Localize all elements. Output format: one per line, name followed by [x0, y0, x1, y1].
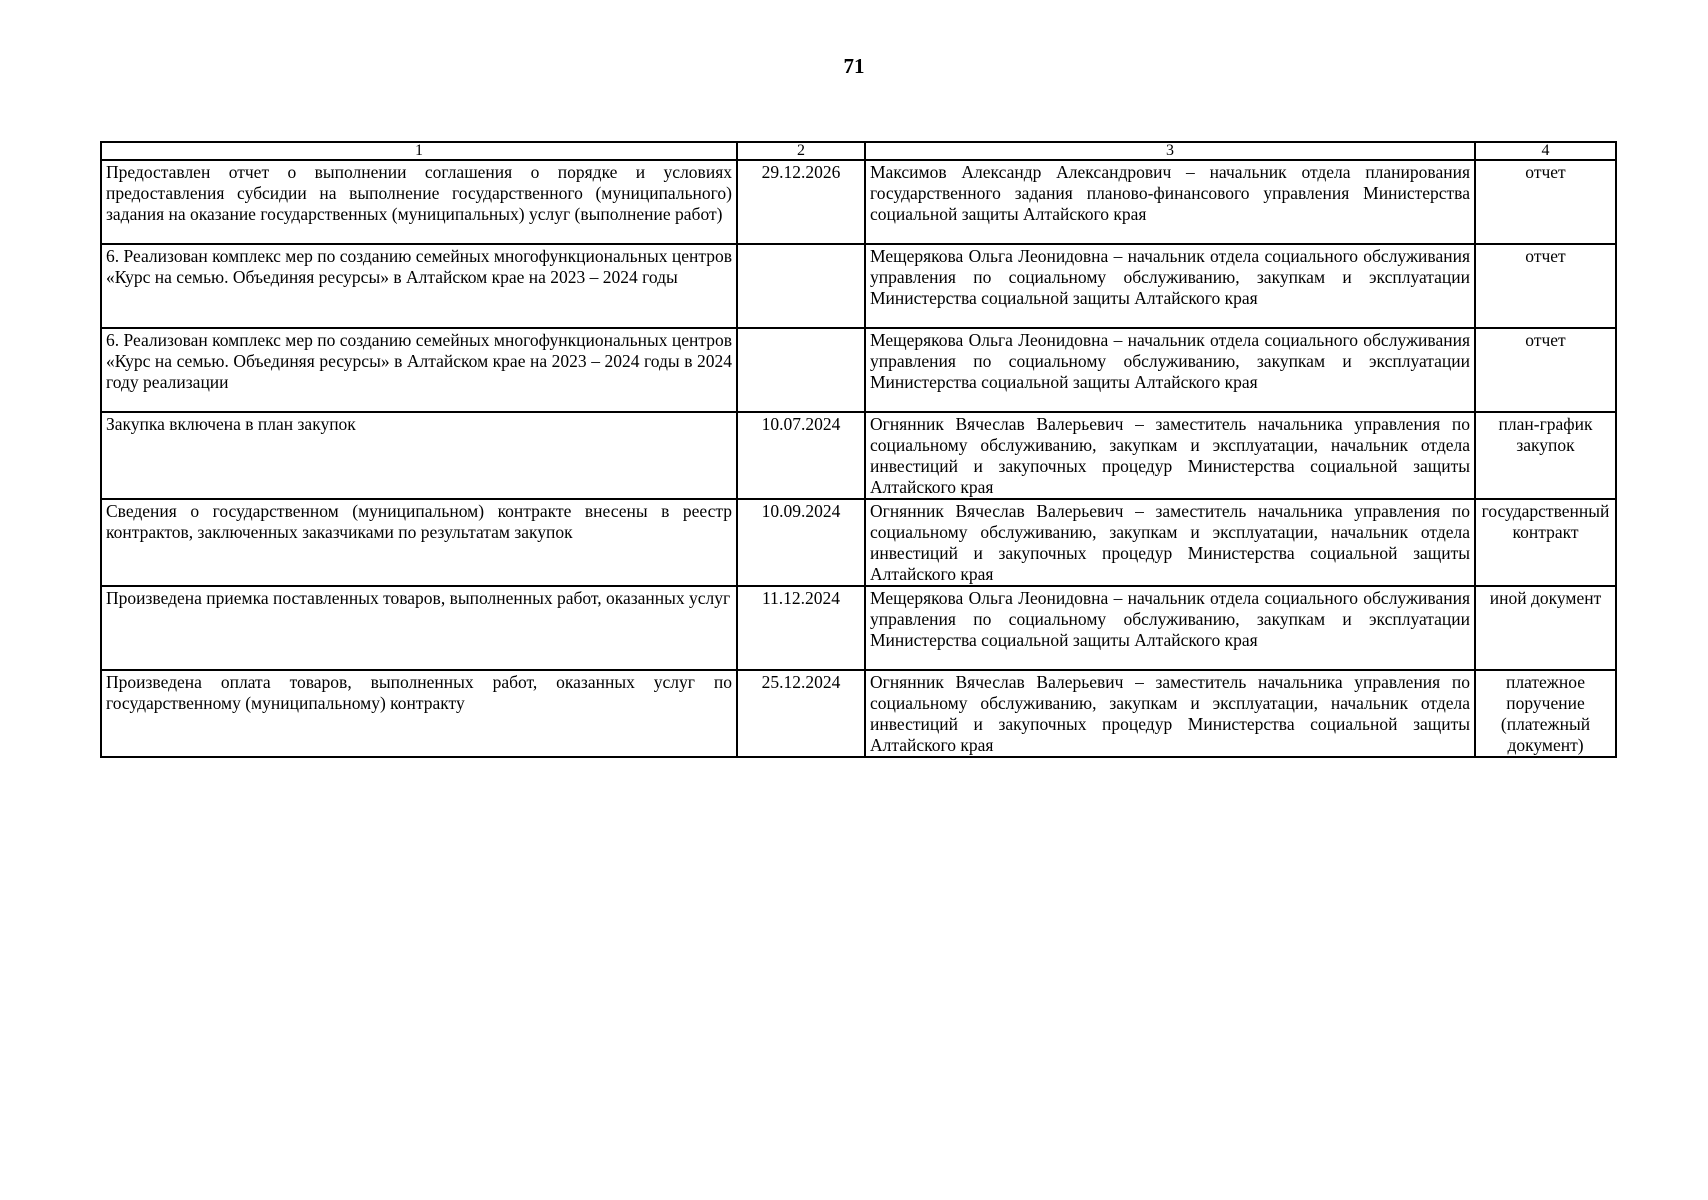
document-cell: иной документ: [1475, 586, 1616, 670]
header-col-2: 2: [737, 142, 865, 160]
table-body: [101, 160, 1616, 757]
activities-table: [100, 141, 1617, 758]
document-cell: отчет: [1475, 328, 1616, 412]
responsible-cell: Огнянник Вячеслав Валерьевич – заместитель начальника управления по социальному обслуживанию, закупкам и эксплуатации, начальник отдела инвестиций и закупочных процедур Министерства социальной защиты Алтайского края: [865, 670, 1475, 757]
result-cell: 6. Реализован комплекс мер по созданию семейных многофункциональных центров «Курс на семью. Объединяя ресурсы» в Алтайском крае на 2023 – 2024 годы в 2024 году реализации: [101, 328, 737, 412]
document-cell: план-график закупок: [1475, 412, 1616, 499]
document-cell: государственный контракт: [1475, 499, 1616, 586]
document-cell: платежное поручение (платежный документ): [1475, 670, 1616, 757]
table-row: [101, 244, 1616, 328]
result-cell: Произведена приемка поставленных товаров, выполненных работ, оказанных услуг: [101, 586, 737, 670]
header-col-3: 3: [865, 142, 1475, 160]
table-row: [101, 586, 1616, 670]
responsible-cell: Мещерякова Ольга Леонидовна – начальник отдела социального обслуживания управления по социальному обслуживанию, закупкам и эксплуатации Министерства социальной защиты Алтайского края: [865, 244, 1475, 328]
responsible-cell: Огнянник Вячеслав Валерьевич – заместитель начальника управления по социальному обслуживанию, закупкам и эксплуатации, начальник отдела инвестиций и закупочных процедур Министерства социальной защиты Алтайского края: [865, 412, 1475, 499]
date-cell: [737, 328, 865, 412]
result-cell: 6. Реализован комплекс мер по созданию семейных многофункциональных центров «Курс на семью. Объединяя ресурсы» в Алтайском крае на 2023 – 2024 годы: [101, 244, 737, 328]
table-row: [101, 499, 1616, 586]
date-cell: 11.12.2024: [737, 586, 865, 670]
document-cell: отчет: [1475, 160, 1616, 244]
page-number: 71: [843, 54, 865, 78]
header-col-1: 1: [101, 142, 737, 160]
table-row: [101, 328, 1616, 412]
table-row: [101, 160, 1616, 244]
header-row: [101, 142, 1616, 160]
date-cell: 25.12.2024: [737, 670, 865, 757]
table-row: [101, 412, 1616, 499]
result-cell: Произведена оплата товаров, выполненных работ, оказанных услуг по государственному (муниципальному) контракту: [101, 670, 737, 757]
table-header: [101, 142, 1616, 160]
responsible-cell: Мещерякова Ольга Леонидовна – начальник отдела социального обслуживания управления по социальному обслуживанию, закупкам и эксплуатации Министерства социальной защиты Алтайского края: [865, 328, 1475, 412]
date-cell: [737, 244, 865, 328]
header-col-4: 4: [1475, 142, 1616, 160]
responsible-cell: Огнянник Вячеслав Валерьевич – заместитель начальника управления по социальному обслуживанию, закупкам и эксплуатации, начальник отдела инвестиций и закупочных процедур Министерства социальной защиты Алтайского края: [865, 499, 1475, 586]
responsible-cell: Максимов Александр Александрович – начальник отдела планирования государственного задания планово-финансового управления Министерства социальной защиты Алтайского края: [865, 160, 1475, 244]
date-cell: 10.07.2024: [737, 412, 865, 499]
result-cell: Сведения о государственном (муниципальном) контракте внесены в реестр контрактов, заключенных заказчиками по результатам закупок: [101, 499, 737, 586]
result-cell: Закупка включена в план закупок: [101, 412, 737, 499]
date-cell: 10.09.2024: [737, 499, 865, 586]
date-cell: 29.12.2026: [737, 160, 865, 244]
result-cell: Предоставлен отчет о выполнении соглашения о порядке и условиях предоставления субсидии на выполнение государственного (муниципального) задания на оказание государственных (муниципальных) услуг (выполнение работ): [101, 160, 737, 244]
document-cell: отчет: [1475, 244, 1616, 328]
responsible-cell: Мещерякова Ольга Леонидовна – начальник отдела социального обслуживания управления по социальному обслуживанию, закупкам и эксплуатации Министерства социальной защиты Алтайского края: [865, 586, 1475, 670]
table-row: [101, 670, 1616, 757]
